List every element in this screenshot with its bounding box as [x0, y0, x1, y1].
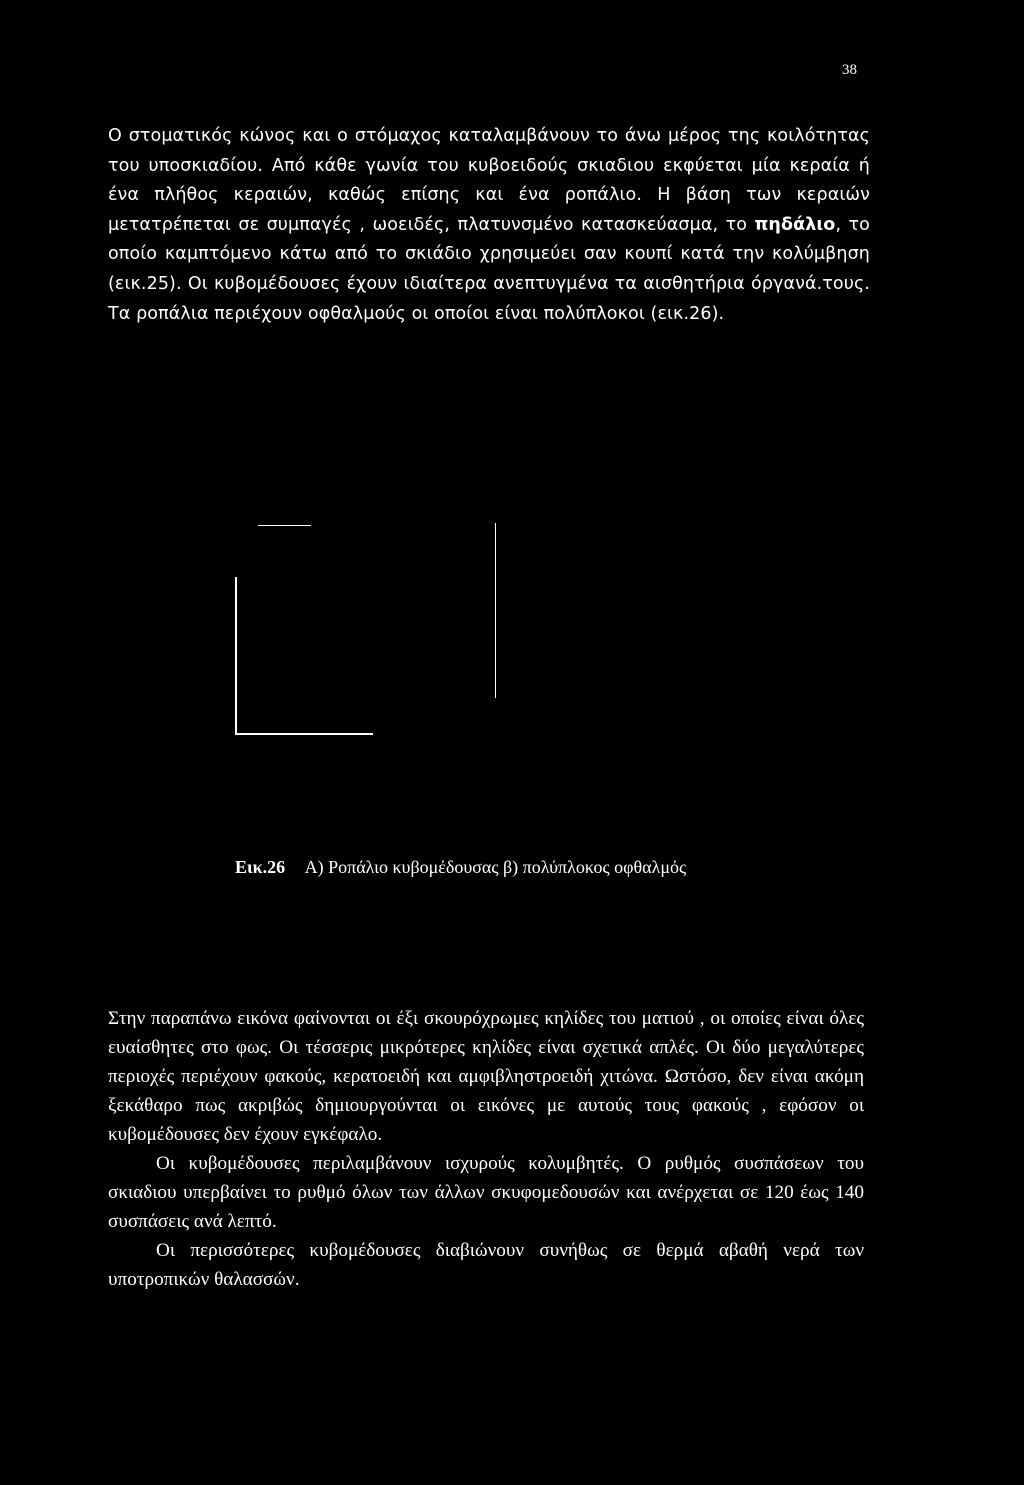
figure-caption — [235, 857, 686, 878]
body-text — [108, 1004, 864, 1294]
rudder-term: πηδάλιο — [754, 214, 836, 235]
figure-left-edge — [235, 577, 237, 734]
body-paragraph-3: Οι περισσότερες κυβομέδουσες διαβιώνουν συνήθως σε θερμά αβαθή νερά των υποτροπικών θαλασσών. — [108, 1240, 864, 1290]
figure-top-edge — [258, 525, 311, 526]
page-number: 38 — [842, 62, 857, 78]
figure-label: Εικ.26 — [235, 857, 286, 877]
body-paragraph-2: Οι κυβομέδουσες περιλαμβάνουν ισχυρούς κολυμβητές. Ο ρυθμός συσπάσεων του σκιαδιου υπερβαίνει το ρυθμό όλων των άλλων σκυφομεδουσών και ανέρχεται σε 120 έως 140 συσπάσεις ανά λεπτό. — [108, 1153, 864, 1232]
intro-paragraph — [108, 122, 870, 329]
figure-image-frame — [230, 515, 505, 750]
intro-text-part2: , το οποίο καμπτόμενο κάτω από το σκιάδιο χρησιμεύει σαν κουπί κατά την κολύμβηση (εικ.25). Οι κυβομέδουσες έχουν ιδιαίτερα ανεπτυγμένα τα αισθητήρια όργανά.τους. Τα ροπάλια περιέχουν οφθαλμούς οι οποίοι είναι πολύπλοκοι (εικ.26). — [108, 214, 870, 324]
body-paragraph-1: Στην παραπάνω εικόνα φαίνονται οι έξι σκουρόχρωμες κηλίδες του ματιού , οι οποίες είναι όλες ευαίσθητες στο φως. Οι τέσσερις μικρότερες κηλίδες είναι σχετικά απλές. Οι δύο μεγαλύτερες περιοχές περιέχουν φακούς, κερατοειδή και αμφιβληστροειδή χιτώνα. Ωστόσο, δεν είναι ακόμη ξεκάθαρο πως ακριβώς δημιουργούνται οι εικόνες με αυτούς τους φακούς , εφόσον οι κυβομέδουσες δεν έχουν εγκέφαλο. — [108, 1008, 864, 1145]
figure-caption-text: Α) Ροπάλιο κυβομέδουσας β) πολύπλοκος οφθαλμός — [304, 857, 687, 877]
figure-bottom-edge — [235, 733, 373, 735]
intro-text-part1: Ο στοματικός κώνος και ο στόμαχος καταλαμβάνουν το άνω μέρος της κοιλότητας του υποσκιαδίου. Από κάθε γωνία του κυβοειδούς σκιαδιου εκφύεται μία κεραία ή ένα πλήθος κεραιών, καθώς επίσης και ένα ροπάλιο. Η βάση των κεραιών μετατρέπεται σε συμπαγές , ωοειδές, πλατυνσμένο κατασκεύασμα, το — [108, 126, 870, 235]
figure-right-edge — [495, 523, 496, 698]
